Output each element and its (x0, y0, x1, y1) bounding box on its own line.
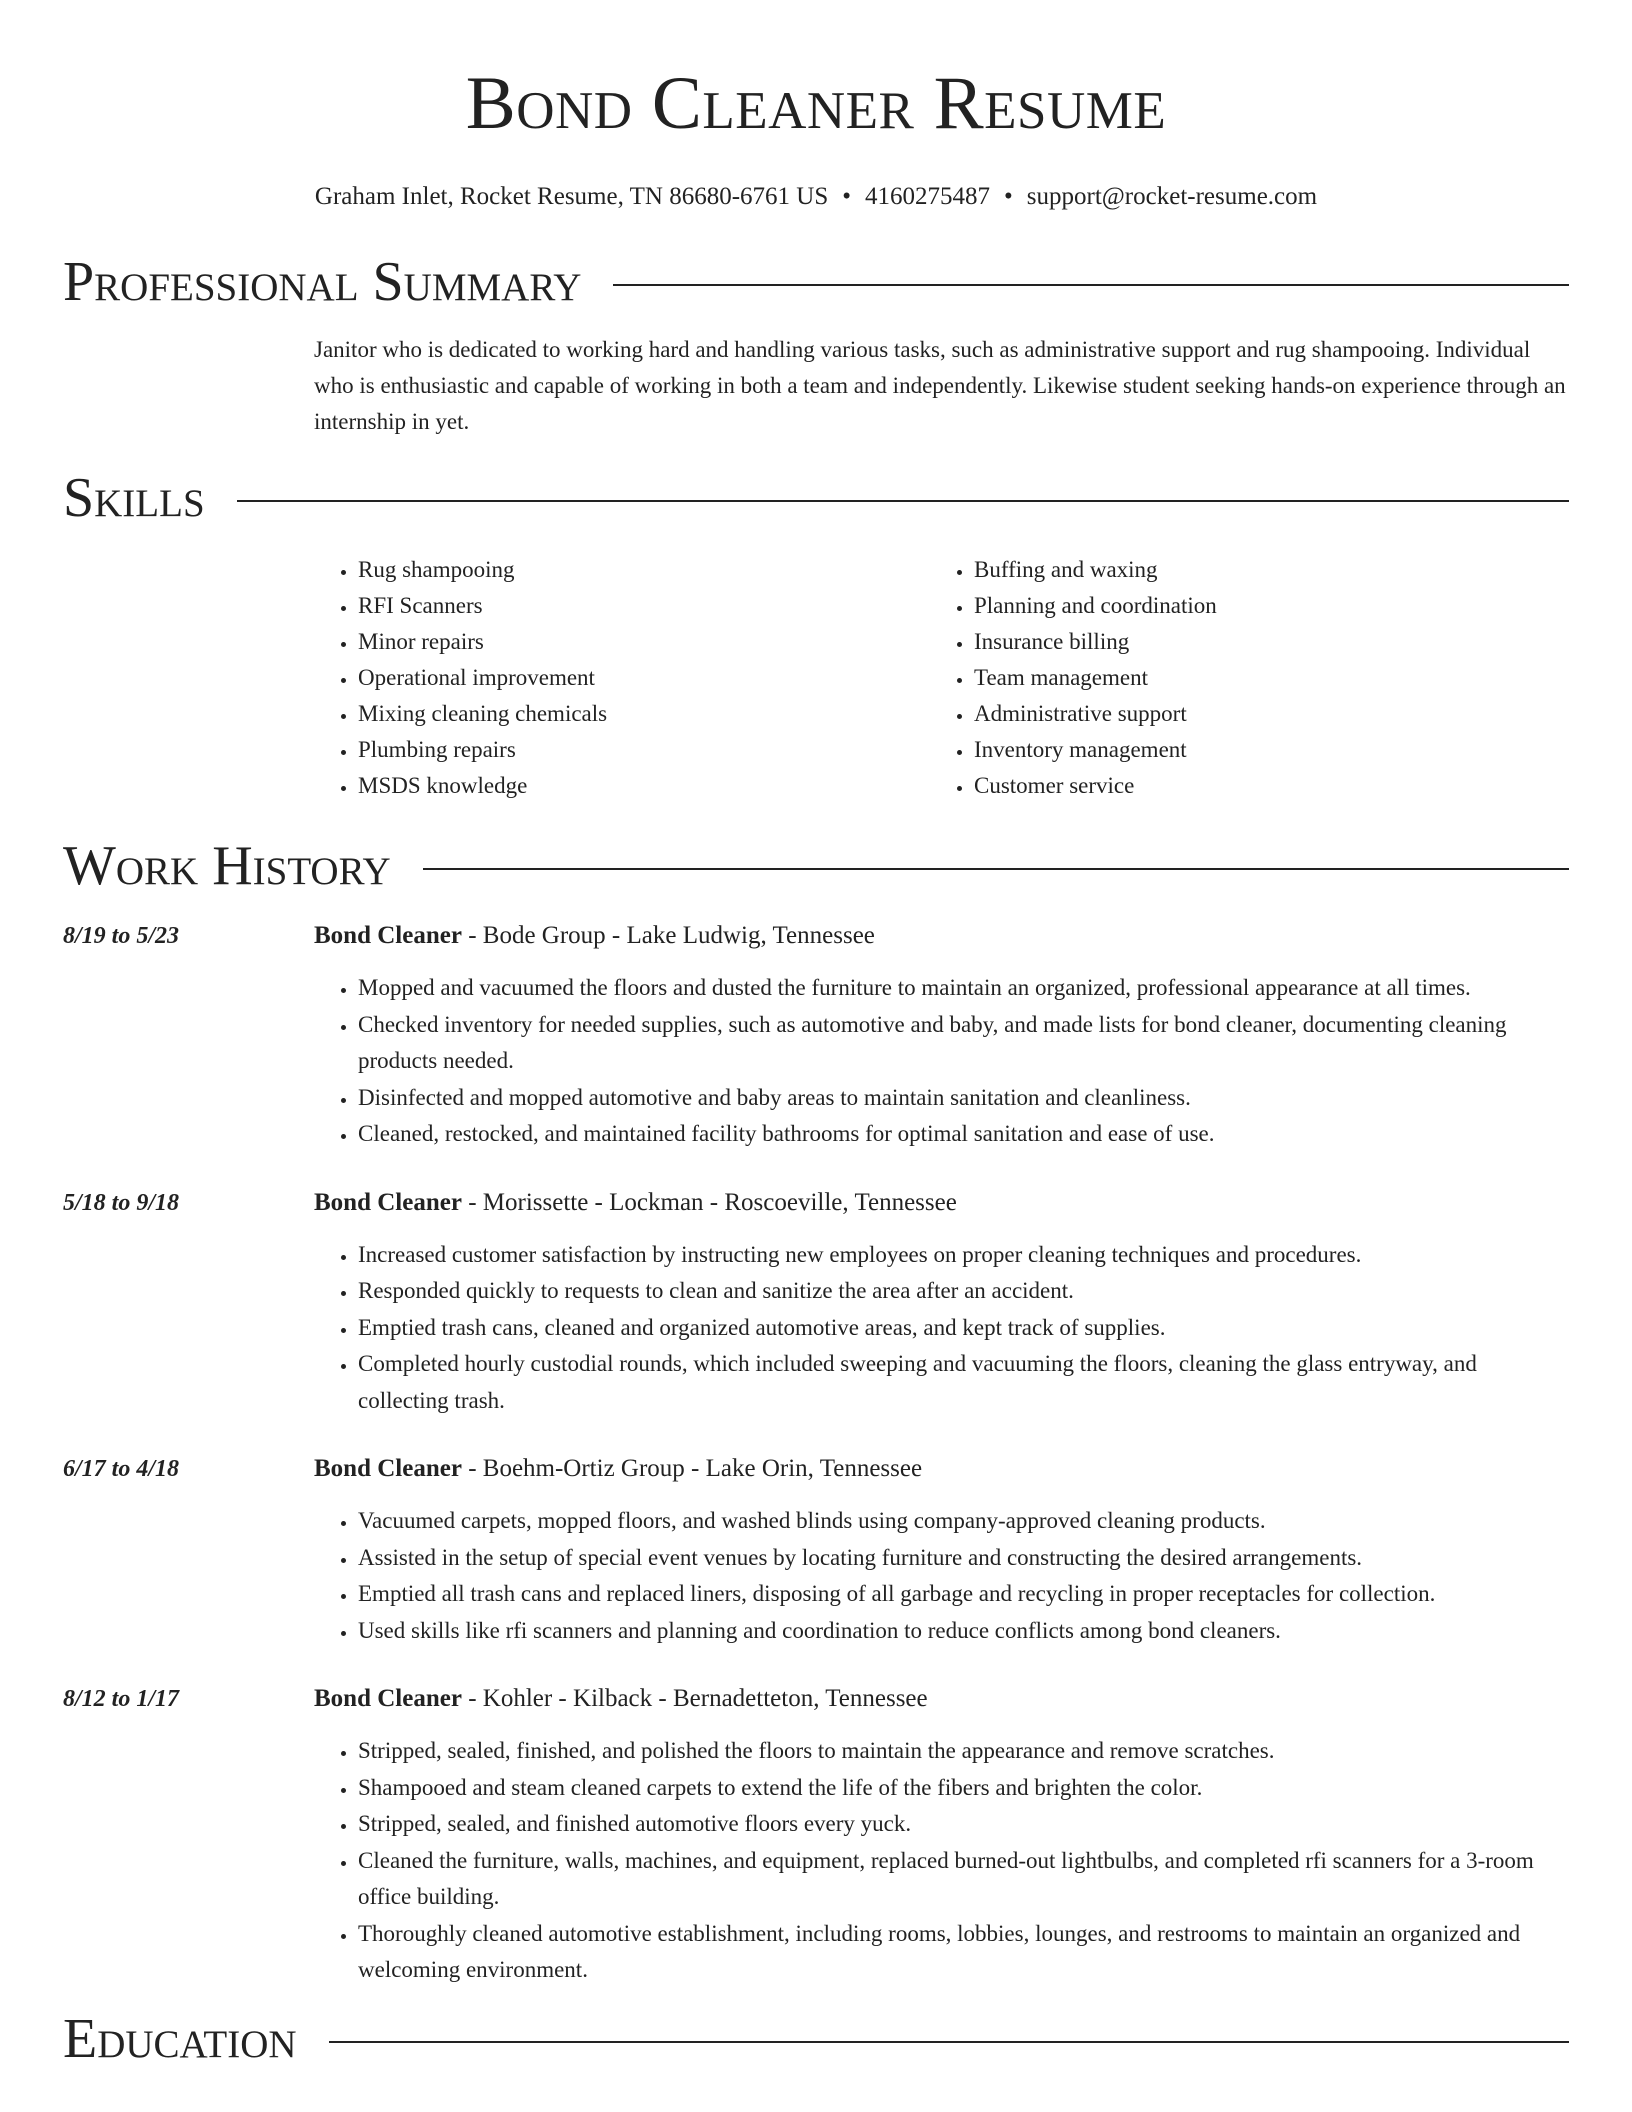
job-entry (63, 1681, 1569, 1989)
job-bullet: • Thoroughly cleaned automotive establishment, including rooms, lobbies, lounges, and restrooms to maintain an organized and welcoming environment. (358, 1916, 1569, 1989)
summary-section-title: Professional Summary (63, 251, 582, 313)
job-title: Bond Cleaner (314, 922, 462, 949)
resume-title: Bond Cleaner Resume (465, 62, 1167, 145)
job-bullet: • Vacuumed carpets, mopped floors, and washed blinds using company-approved cleaning products. (358, 1503, 1569, 1540)
job-bullet: • Shampooed and steam cleaned carpets to extend the life of the fibers and brighten the color. (358, 1770, 1569, 1807)
job-body (314, 1185, 1569, 1420)
contact-email: support@rocket-resume.com (1026, 183, 1318, 210)
job-title: Bond Cleaner (314, 1188, 462, 1216)
skill-item: • MSDS knowledge (358, 768, 930, 804)
job-bullet: • Completed hourly custodial rounds, which included sweeping and vacuuming the floors, cleaning the glass entryway, and collecting trash. (358, 1346, 1569, 1419)
job-heading (314, 1185, 1569, 1221)
job-bullet: • Checked inventory for needed supplies, such as automotive and baby, and made lists for bond cleaner, documenting cleaning products needed. (358, 1007, 1569, 1080)
job-bullet: • Stripped, sealed, finished, and polished the floors to maintain the appearance and remove scratches. (358, 1733, 1569, 1770)
skill-item: • Insurance billing (974, 624, 1554, 660)
skills-section-title: Skills (63, 467, 205, 529)
job-bullets (314, 1237, 1569, 1420)
skill-item: • Buffing and waxing (974, 552, 1554, 588)
summary-section-header (63, 250, 1569, 314)
job-body (314, 918, 1569, 1153)
contact-separator: • (842, 183, 852, 210)
contact-separator: • (1004, 183, 1013, 210)
job-dates: 5/18 to 9/18 (63, 1189, 180, 1216)
skills-column-right (930, 552, 1554, 804)
job-heading (314, 918, 1569, 954)
skills-column-left (314, 552, 930, 804)
section-divider (237, 500, 1569, 502)
skill-item: • Mixing cleaning chemicals (358, 696, 930, 732)
job-title: Bond Cleaner (314, 1455, 462, 1482)
job-bullet: • Cleaned the furniture, walls, machines, and equipment, replaced burned-out lightbulbs, and completed rfi scanners for a 3-room office building. (358, 1843, 1569, 1916)
skill-item: • Plumbing repairs (358, 732, 930, 768)
skill-item: • Operational improvement (358, 660, 930, 696)
job-entry (63, 1451, 1569, 1649)
skills-section-header (63, 466, 1569, 530)
job-bullet: • Disinfected and mopped automotive and baby areas to maintain sanitation and cleanliness. (358, 1080, 1569, 1117)
work-section-header (63, 834, 1569, 898)
job-bullets (314, 970, 1569, 1153)
skill-item: • Minor repairs (358, 624, 930, 660)
skill-item: • Rug shampooing (358, 552, 930, 588)
education-section-header (63, 2007, 1569, 2071)
job-bullet: • Increased customer satisfaction by instructing new employees on proper cleaning techniques and procedures. (358, 1237, 1569, 1274)
job-dates: 6/17 to 4/18 (63, 1456, 180, 1482)
section-divider (613, 284, 1569, 286)
job-details: - Boehm-Ortiz Group - Lake Orin, Tennessee (461, 1455, 923, 1482)
job-bullet: • Stripped, sealed, and finished automotive floors every yuck. (358, 1806, 1569, 1843)
skill-item: • Customer service (974, 768, 1554, 804)
job-entry (63, 918, 1569, 1153)
contact-line (63, 182, 1569, 212)
skill-item: • Planning and coordination (974, 588, 1554, 624)
work-section-title: Work History (63, 835, 391, 897)
job-title: Bond Cleaner (314, 1685, 462, 1712)
job-body (314, 1451, 1569, 1649)
skill-item: • RFI Scanners (358, 588, 930, 624)
contact-phone: 4160275487 (865, 183, 991, 210)
skill-item: • Inventory management (974, 732, 1554, 768)
job-bullet: • Cleaned, restocked, and maintained facility bathrooms for optimal sanitation and ease of use. (358, 1116, 1569, 1153)
summary-text: Janitor who is dedicated to working hard and handling various tasks, such as administrative support and rug shampooing. Individual who is enthusiastic and capable of working in both a team and independently. Likewise student seeking hands-on experience through an internship in yet. (314, 337, 1566, 434)
job-details: - Morissette - Lockman - Roscoeville, Tennessee (461, 1188, 957, 1216)
job-bullets (314, 1733, 1569, 1989)
job-bullet: • Used skills like rfi scanners and planning and coordination to reduce conflicts among bond cleaners. (358, 1613, 1569, 1650)
job-details: - Bode Group - Lake Ludwig, Tennessee (461, 922, 875, 949)
job-bullet: • Emptied all trash cans and replaced liners, disposing of all garbage and recycling in proper receptacles for collection. (358, 1576, 1569, 1613)
job-bullets (314, 1503, 1569, 1649)
job-bullet: • Assisted in the setup of special event venues by locating furniture and constructing the desired arrangements. (358, 1540, 1569, 1577)
job-body (314, 1681, 1569, 1989)
section-divider (423, 868, 1569, 870)
job-entry (63, 1185, 1569, 1420)
job-bullet: • Responded quickly to requests to clean and sanitize the area after an accident. (358, 1273, 1569, 1310)
job-bullet: • Emptied trash cans, cleaned and organized automotive areas, and kept track of supplies. (358, 1310, 1569, 1347)
job-dates: 8/12 to 1/17 (63, 1686, 180, 1712)
skill-item: • Administrative support (974, 696, 1554, 732)
job-heading (314, 1681, 1569, 1717)
skills-list (314, 552, 1569, 804)
section-divider (329, 2041, 1569, 2043)
job-heading (314, 1451, 1569, 1487)
job-details: - Kohler - Kilback - Bernadetteton, Tennessee (461, 1685, 928, 1712)
job-dates: 8/19 to 5/23 (63, 923, 180, 949)
education-section-title: Education (63, 2007, 297, 2070)
job-bullet: • Mopped and vacuumed the floors and dusted the furniture to maintain an organized, professional appearance at all times. (358, 970, 1569, 1007)
contact-address: Graham Inlet, Rocket Resume, TN 86680-6761 US (314, 183, 829, 210)
skill-item: • Team management (974, 660, 1554, 696)
